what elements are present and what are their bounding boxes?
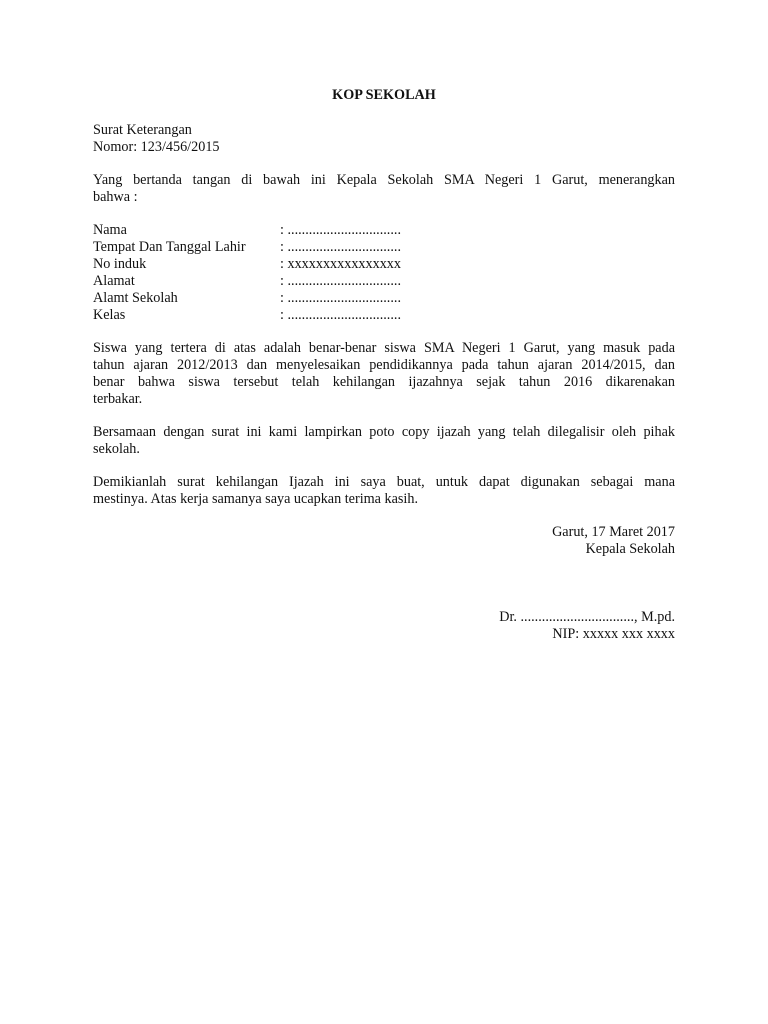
field-label: Tempat Dan Tanggal Lahir [93,239,246,255]
field-value: : ................................ [280,222,401,238]
letter-type: Surat Keterangan [93,122,192,138]
field-value: : ................................ [280,273,401,289]
intro-line: Yang bertanda tangan di bawah ini Kepala Sekolah SMA Negeri 1 Garut, menerangkan [93,172,675,188]
field-row-kelas [93,307,493,324]
letterhead-title: KOP SEKOLAH [332,87,436,103]
paragraph-line: mestinya. Atas kerja samanya saya ucapkan terima kasih. [93,491,419,507]
intro-paragraph [93,172,675,206]
body-paragraph-3 [93,474,675,508]
closing-position: Kepala Sekolah [585,541,675,557]
paragraph-line: Demikianlah surat kehilangan Ijazah ini saya buat, untuk dapat digunakan sebagai mana [93,474,675,490]
signatory-nip: NIP: xxxxx xxx xxxx [552,626,675,642]
field-value: : xxxxxxxxxxxxxxxx [280,256,401,272]
field-value: : ................................ [280,239,401,255]
field-value: : ................................ [280,290,401,306]
closing-place-date: Garut, 17 Maret 2017 [552,524,675,540]
paragraph-line: terbakar. [93,391,143,407]
student-fields [93,222,493,324]
body-paragraph-2 [93,424,675,458]
field-label: Nama [93,222,127,238]
paragraph-line: Siswa yang tertera di atas adalah benar-benar siswa SMA Negeri 1 Garut, yang masuk pada [93,340,675,356]
paragraph-line: tahun ajaran 2012/2013 dan menyelesaikan pendidikannya pada tahun ajaran 2014/2015, dan [93,357,675,373]
field-label: Kelas [93,307,126,323]
field-label: Alamt Sekolah [93,290,178,306]
letter-number: Nomor: 123/456/2015 [93,139,220,155]
paragraph-line: Bersamaan dengan surat ini kami lampirkan poto copy ijazah yang telah dilegalisir oleh pihak [93,424,675,440]
field-row-birth [93,239,493,256]
intro-line: bahwa : [93,189,138,205]
paragraph-line: sekolah. [93,441,140,457]
signatory-name: Dr. ................................, M.pd. [499,609,675,625]
field-label: Alamat [93,273,135,289]
letter-heading [93,122,675,156]
field-row-no-induk [93,256,493,273]
paragraph-line: benar bahwa siswa tersebut telah kehilangan ijazahnya sejak tahun 2016 dikarenakan [93,374,675,390]
field-row-alamat [93,273,493,290]
field-row-nama [93,222,493,239]
field-row-alamat-sekolah [93,290,493,307]
body-paragraph-1 [93,340,675,408]
field-value: : ................................ [280,307,401,323]
field-label: No induk [93,256,147,272]
